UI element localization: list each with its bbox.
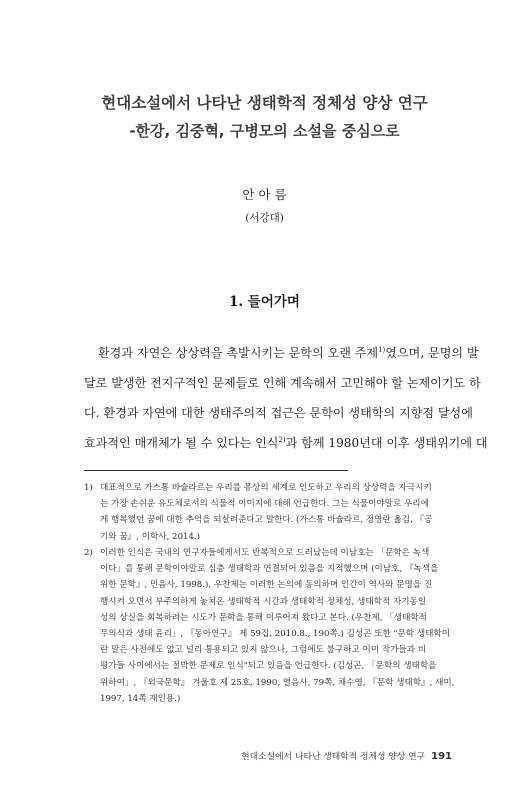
- footnote-1: [84, 480, 456, 545]
- body-text: 환경과 자연은 상상력을 촉발시키는 문학의 오랜 주제: [98, 346, 379, 360]
- author-name: 안 아 름: [242, 187, 287, 202]
- body-text: 효과적인 매개체가 될 수 있다는 인식: [84, 436, 279, 450]
- footnote-line: 성의 상실을 회복하려는 시도가 문학을 통해 이루어져 왔다고 본다. (우찬제, 「생태학적: [100, 612, 427, 623]
- footnote-number: 1): [84, 483, 93, 493]
- footnote-line: 무의식과 생태 윤리」, 『동아연구』 제 59집, 2010.8., 190쪽.) 김성곤 또한 "문학 생태학이: [100, 629, 451, 640]
- footnote-text: [100, 480, 456, 545]
- section-heading: 1. 들어가며: [229, 294, 300, 310]
- footnote-line: 행시켜 오면서 부주의하게 놓쳐온 생태학적 시간과 생태학적 정체성, 생태학적 자기동일: [100, 596, 427, 607]
- paper-title: 현대소설에서 나타난 생태학적 정체성 양상 연구: [101, 94, 428, 112]
- body-line: [84, 338, 479, 368]
- running-footer: 현대소설에서 나타난 생태학적 정체성 양상 연구: [241, 752, 426, 762]
- footnote-line: 기와 꿈』, 이학사, 2014.): [100, 531, 201, 542]
- page-number: 191: [431, 751, 452, 762]
- footnote-number: 2): [84, 548, 93, 558]
- body-paragraph: [84, 338, 488, 458]
- footnote-line: 평가들 사이에서는 절박한 문제로 인식"되고 있음을 언급한다. (김성곤, 「문학의 생태학을: [100, 661, 437, 672]
- footnote-2: [84, 545, 456, 707]
- page-footer: [241, 749, 452, 762]
- footnote-line: 이러한 인식은 국내의 연구자들에게서도 반복적으로 드러났는데 이남호는 「문학은 녹색: [100, 548, 430, 558]
- body-line: 달로 발생한 전지구적인 문제들로 인해 계속해서 고민해야 할 논제이기도 하: [84, 376, 481, 390]
- author-affiliation: (서강대): [245, 212, 284, 224]
- footnote-line: 위하여」, 『외국문학』 겨울호 제 25호, 1990, 열음사, 79쪽, 채수영, 『문학 생태학』, 새미,: [100, 677, 455, 688]
- footnote-line: 1997, 14쪽 재인용.): [100, 693, 181, 704]
- body-line: 다. 환경과 자연에 대한 생태주의적 접근은 문학이 생태학의 지향점 달성에: [84, 406, 473, 420]
- body-line: [84, 428, 488, 458]
- footnote-divider: [84, 470, 348, 471]
- footnote-ref-1: 1): [378, 345, 386, 354]
- footnote-line: 는 가장 손쉬운 유도체로서의 식물적 이미지에 대해 언급한다. 그는 식물이야말로 우리에: [100, 499, 429, 510]
- paper-subtitle: -한강, 김중혁, 구병모의 소설을 중심으로: [129, 122, 400, 140]
- footnote-line: 이다」를 통해 문학이야말로 심층 생태학과 연결되어 있음을 지적했으며 (이남호, 『녹색을: [100, 564, 439, 575]
- footnote-line: 게 행복했던 꿈에 대한 추억을 되살려준다고 말한다. (가스통 바슐라르, 정영란 옮김, 『공: [100, 515, 433, 526]
- footnote-text: [100, 545, 456, 707]
- footnote-line: 대표적으로 가스통 바슐라르는 우리를 몽상의 세계로 인도하고 우리의 상상력을 자극시키: [100, 483, 432, 493]
- footnote-line: 란 말은 사전에도 없고 널리 통용되고 있지 않으나, 그럼에도 불구하고 이미 작가들과 비: [100, 645, 427, 656]
- body-text: 였으며, 문명의 발: [385, 346, 479, 360]
- body-text: 과 함께 1980년대 이후 생태위기에 대: [285, 436, 488, 450]
- footnote-ref-2: 2): [278, 435, 286, 444]
- footnote-line: 위한 문학』, 민음사, 1998.), 우찬제는 이러한 논의에 동의하며 인간이 역사와 문명을 진: [100, 580, 433, 591]
